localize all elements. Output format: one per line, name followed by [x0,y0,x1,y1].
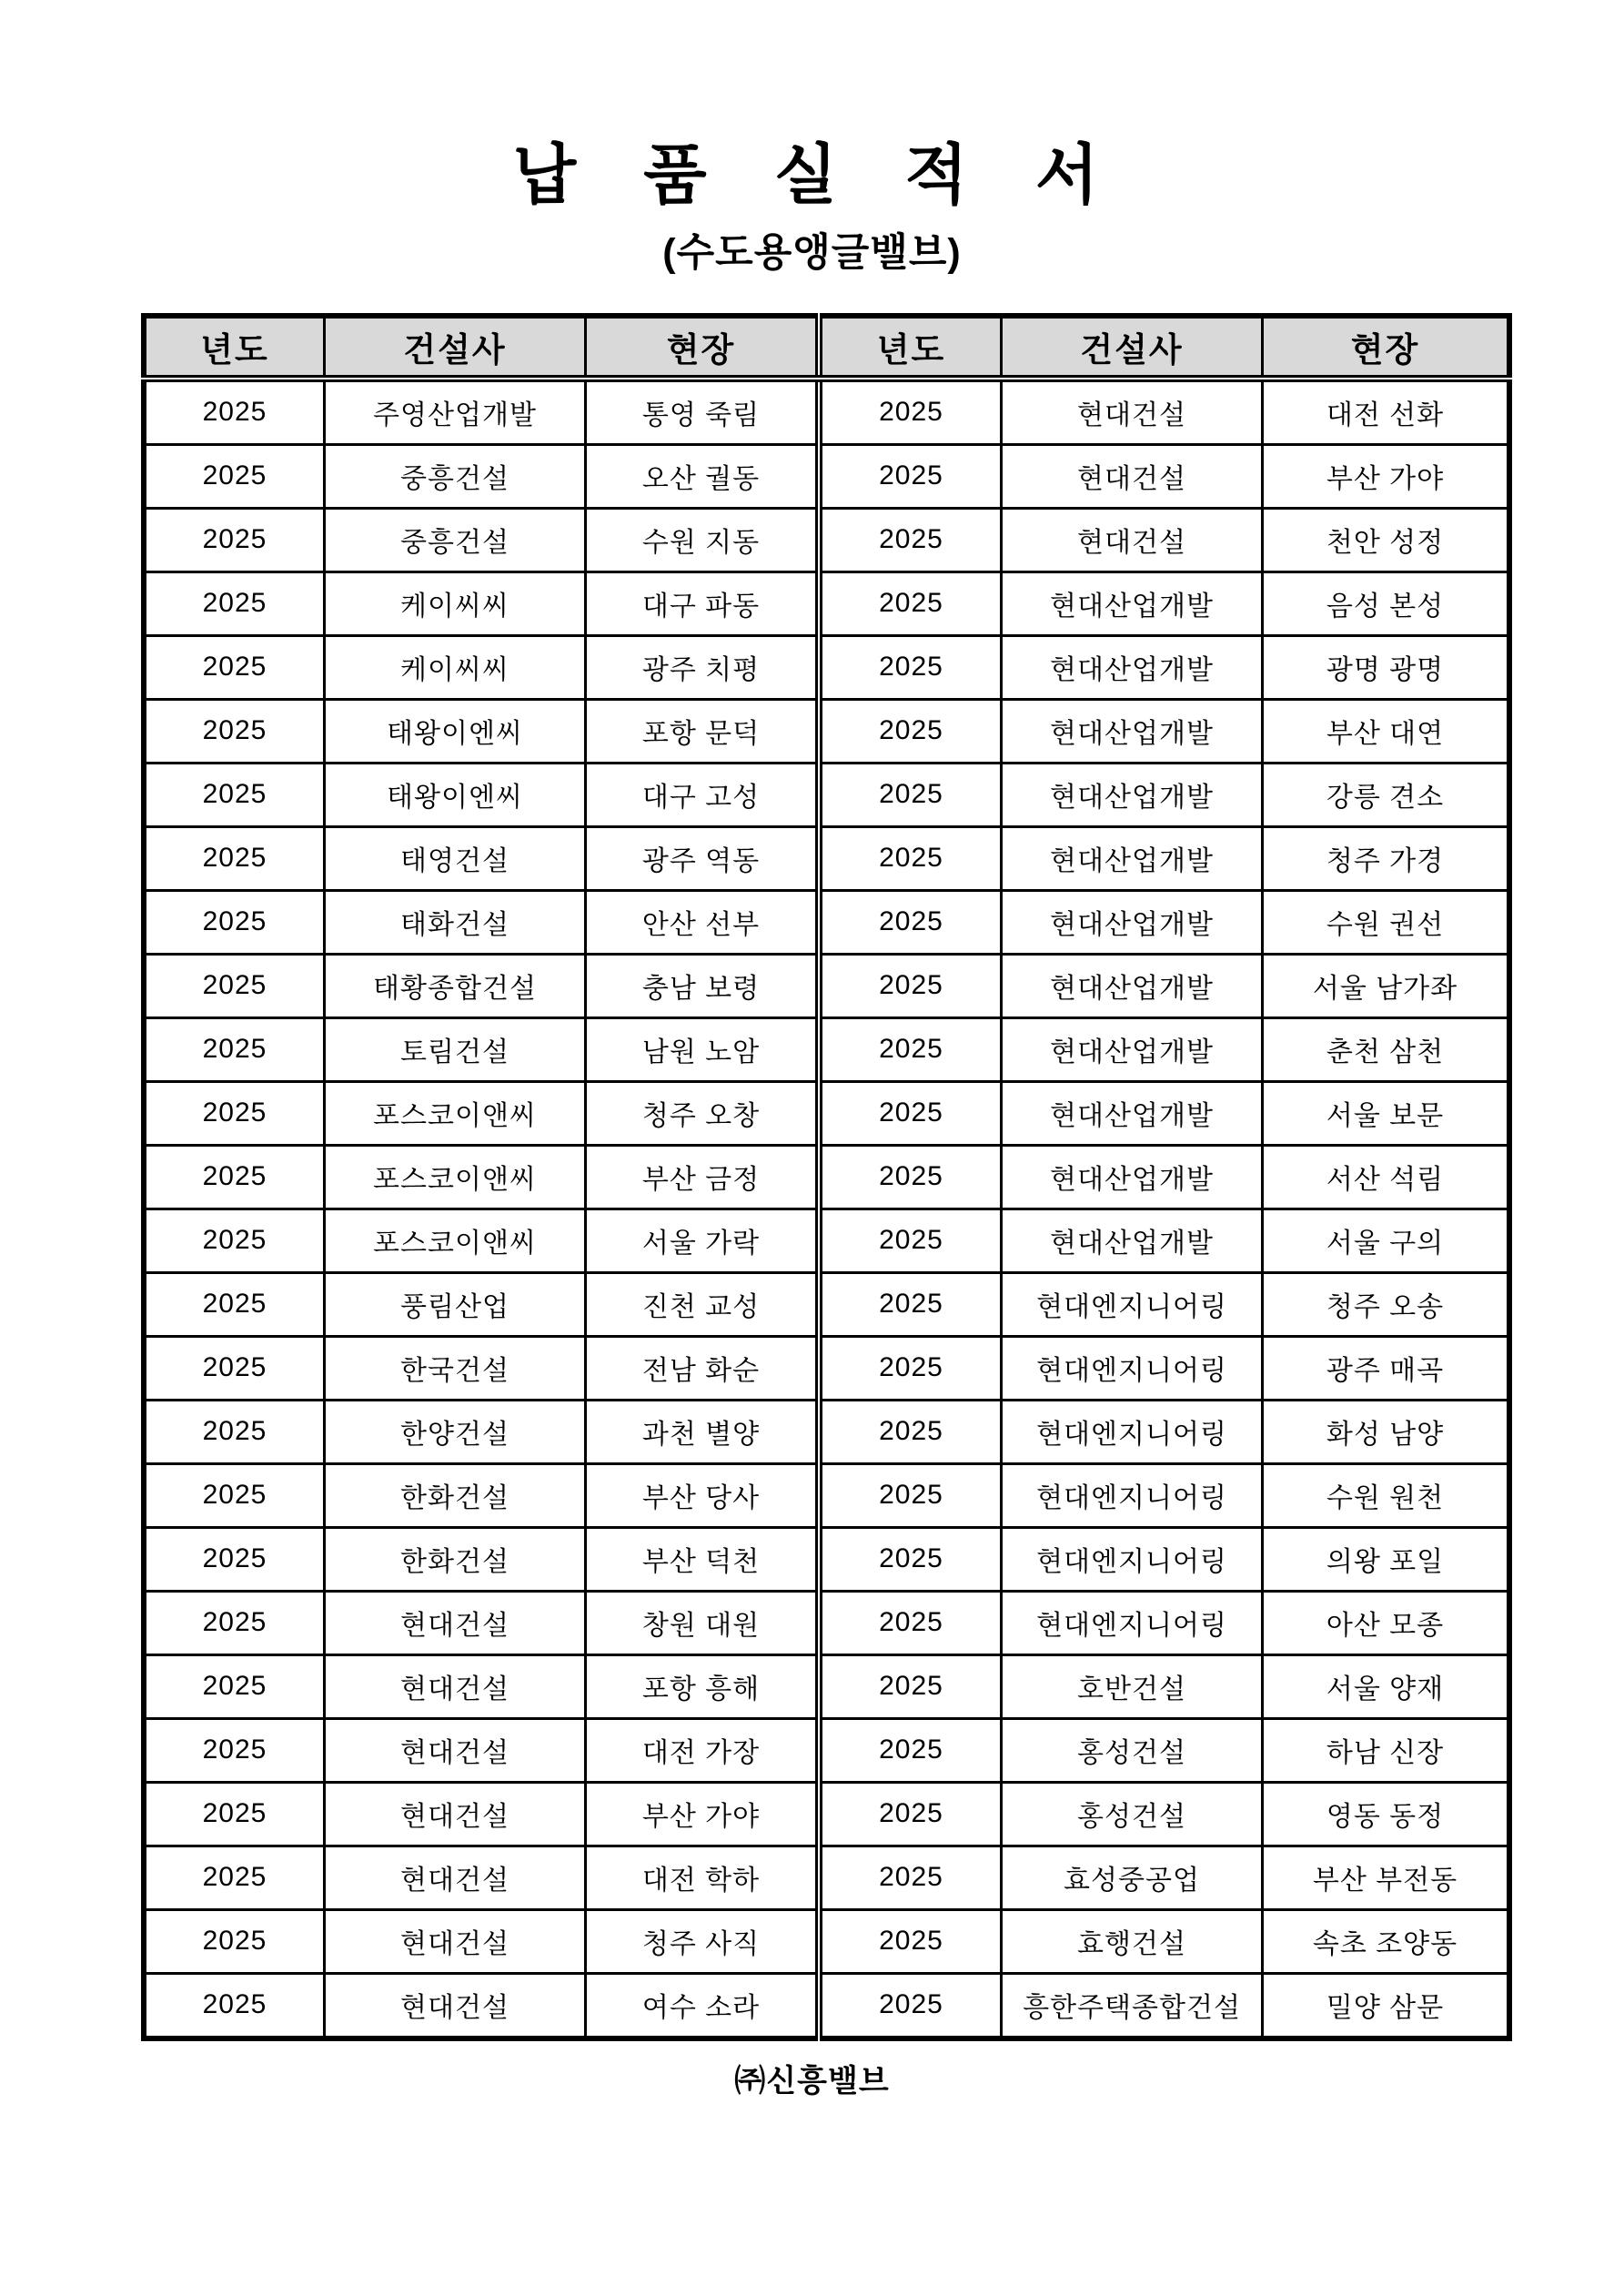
cell-year-right: 2025 [819,1145,1002,1209]
cell-year-right: 2025 [819,444,1002,508]
cell-site-right: 부산 대연 [1263,699,1510,763]
table-row [144,1909,1509,1973]
cell-site-left: 서울 가락 [586,1209,820,1272]
cell-site-right: 서울 보문 [1263,1081,1510,1145]
cell-year-left: 2025 [144,826,325,890]
cell-site-right: 대전 선화 [1263,379,1510,445]
cell-company-right: 현대엔지니어링 [1002,1591,1263,1654]
table-row [144,890,1509,954]
table-row [144,1145,1509,1209]
cell-year-left: 2025 [144,379,325,445]
cell-site-left: 안산 선부 [586,890,820,954]
cell-company-left: 현대건설 [325,1782,586,1846]
cell-company-left: 한화건설 [325,1527,586,1591]
cell-site-left: 창원 대원 [586,1591,820,1654]
cell-site-left: 대구 고성 [586,763,820,826]
cell-year-left: 2025 [144,1017,325,1081]
cell-company-right: 호반건설 [1002,1654,1263,1718]
cell-year-left: 2025 [144,571,325,635]
cell-company-left: 포스코이앤씨 [325,1209,586,1272]
table-row [144,1591,1509,1654]
cell-company-left: 태영건설 [325,826,586,890]
cell-year-right: 2025 [819,1782,1002,1846]
cell-site-left: 남원 노암 [586,1017,820,1081]
cell-site-right: 광명 광명 [1263,635,1510,699]
table-row [144,699,1509,763]
table-row [144,1463,1509,1527]
cell-year-left: 2025 [144,508,325,571]
cell-company-left: 토림건설 [325,1017,586,1081]
cell-site-right: 밀양 삼문 [1263,1973,1510,2038]
cell-company-right: 현대산업개발 [1002,763,1263,826]
cell-site-left: 부산 덕천 [586,1527,820,1591]
cell-company-left: 중흥건설 [325,444,586,508]
cell-year-right: 2025 [819,1591,1002,1654]
cell-year-left: 2025 [144,1591,325,1654]
cell-site-right: 서울 구의 [1263,1209,1510,1272]
cell-company-right: 현대산업개발 [1002,890,1263,954]
cell-company-right: 효행건설 [1002,1909,1263,1973]
cell-year-left: 2025 [144,1909,325,1973]
cell-company-left: 현대건설 [325,1654,586,1718]
cell-site-left: 청주 오창 [586,1081,820,1145]
cell-year-left: 2025 [144,1272,325,1336]
cell-site-right: 춘천 삼천 [1263,1017,1510,1081]
table-row [144,1400,1509,1463]
cell-company-right: 홍성건설 [1002,1782,1263,1846]
cell-year-left: 2025 [144,890,325,954]
table-row [144,508,1509,571]
cell-company-right: 현대산업개발 [1002,1145,1263,1209]
cell-year-right: 2025 [819,1846,1002,1909]
cell-year-right: 2025 [819,1973,1002,2038]
header-year-left: 년도 [144,316,325,379]
cell-company-left: 현대건설 [325,1718,586,1782]
table-row [144,379,1509,445]
cell-year-left: 2025 [144,1782,325,1846]
table-row [144,826,1509,890]
cell-site-right: 수원 권선 [1263,890,1510,954]
header-company-right: 건설사 [1002,316,1263,379]
table-row [144,1782,1509,1846]
cell-year-right: 2025 [819,1400,1002,1463]
cell-company-left: 태화건설 [325,890,586,954]
cell-company-right: 홍성건설 [1002,1718,1263,1782]
header-site-left: 현장 [586,316,820,379]
cell-site-right: 수원 원천 [1263,1463,1510,1527]
table-row [144,1272,1509,1336]
page-subtitle: (수도용앵글밸브) [662,231,962,276]
cell-site-left: 대구 파동 [586,571,820,635]
cell-site-left: 광주 치평 [586,635,820,699]
cell-company-right: 현대산업개발 [1002,571,1263,635]
table-row [144,1718,1509,1782]
cell-company-right: 현대건설 [1002,508,1263,571]
cell-company-right: 현대엔지니어링 [1002,1400,1263,1463]
cell-site-left: 대전 학하 [586,1846,820,1909]
cell-site-right: 서울 남가좌 [1263,954,1510,1017]
cell-site-right: 속초 조양동 [1263,1909,1510,1973]
cell-company-left: 포스코이앤씨 [325,1081,586,1145]
cell-company-right: 흥한주택종합건설 [1002,1973,1263,2038]
cell-company-right: 현대산업개발 [1002,635,1263,699]
header-site-right: 현장 [1263,316,1510,379]
cell-year-right: 2025 [819,1336,1002,1400]
cell-site-left: 부산 금정 [586,1145,820,1209]
cell-company-left: 현대건설 [325,1591,586,1654]
cell-company-left: 케이씨씨 [325,571,586,635]
cell-site-right: 아산 모종 [1263,1591,1510,1654]
cell-company-left: 한국건설 [325,1336,586,1400]
cell-year-left: 2025 [144,1846,325,1909]
cell-year-right: 2025 [819,699,1002,763]
cell-year-left: 2025 [144,1209,325,1272]
cell-site-left: 전남 화순 [586,1336,820,1400]
cell-year-left: 2025 [144,1081,325,1145]
table-row [144,954,1509,1017]
table-row [144,1209,1509,1272]
cell-year-right: 2025 [819,1527,1002,1591]
cell-company-right: 현대엔지니어링 [1002,1527,1263,1591]
header-company-left: 건설사 [325,316,586,379]
cell-year-left: 2025 [144,954,325,1017]
cell-company-right: 효성중공업 [1002,1846,1263,1909]
cell-company-right: 현대엔지니어링 [1002,1463,1263,1527]
cell-site-left: 오산 궐동 [586,444,820,508]
cell-year-left: 2025 [144,1463,325,1527]
cell-year-right: 2025 [819,571,1002,635]
cell-year-left: 2025 [144,1973,325,2038]
cell-site-left: 수원 지동 [586,508,820,571]
table-row [144,635,1509,699]
table-row [144,1654,1509,1718]
cell-site-right: 하남 신장 [1263,1718,1510,1782]
table-body [144,379,1509,2038]
cell-company-right: 현대산업개발 [1002,1017,1263,1081]
cell-site-left: 포항 흥해 [586,1654,820,1718]
cell-site-right: 청주 가경 [1263,826,1510,890]
cell-year-right: 2025 [819,1654,1002,1718]
table-row [144,571,1509,635]
page-title: 납 품 실 적 서 [512,139,1112,212]
header-year-right: 년도 [819,316,1002,379]
cell-site-right: 강릉 견소 [1263,763,1510,826]
company-footer: ㈜신흥밸브 [734,2063,890,2099]
cell-year-left: 2025 [144,1145,325,1209]
cell-site-right: 부산 부전동 [1263,1846,1510,1909]
cell-company-right: 현대엔지니어링 [1002,1272,1263,1336]
cell-year-right: 2025 [819,1463,1002,1527]
cell-year-right: 2025 [819,826,1002,890]
cell-site-right: 음성 본성 [1263,571,1510,635]
cell-year-left: 2025 [144,1400,325,1463]
table-row [144,1081,1509,1145]
cell-site-left: 포항 문덕 [586,699,820,763]
cell-company-left: 태황종합건설 [325,954,586,1017]
table-row [144,1336,1509,1400]
cell-year-right: 2025 [819,763,1002,826]
cell-company-right: 현대산업개발 [1002,1209,1263,1272]
cell-site-left: 대전 가장 [586,1718,820,1782]
cell-year-right: 2025 [819,508,1002,571]
cell-site-right: 영동 동정 [1263,1782,1510,1846]
cell-company-left: 현대건설 [325,1846,586,1909]
cell-year-right: 2025 [819,1909,1002,1973]
cell-company-left: 풍림산업 [325,1272,586,1336]
cell-year-right: 2025 [819,379,1002,445]
cell-company-left: 중흥건설 [325,508,586,571]
cell-site-left: 부산 당사 [586,1463,820,1527]
cell-company-left: 포스코이앤씨 [325,1145,586,1209]
cell-company-left: 태왕이엔씨 [325,699,586,763]
cell-site-right: 청주 오송 [1263,1272,1510,1336]
cell-company-left: 태왕이엔씨 [325,763,586,826]
cell-site-right: 화성 남양 [1263,1400,1510,1463]
cell-year-right: 2025 [819,1017,1002,1081]
cell-site-left: 충남 보령 [586,954,820,1017]
cell-year-right: 2025 [819,890,1002,954]
table-row [144,444,1509,508]
cell-company-right: 현대산업개발 [1002,826,1263,890]
cell-year-left: 2025 [144,1718,325,1782]
cell-company-left: 현대건설 [325,1909,586,1973]
cell-site-right: 광주 매곡 [1263,1336,1510,1400]
cell-site-left: 진천 교성 [586,1272,820,1336]
cell-site-left: 청주 사직 [586,1909,820,1973]
table-row [144,1017,1509,1081]
cell-company-left: 한화건설 [325,1463,586,1527]
delivery-record-table [141,313,1512,2041]
cell-year-left: 2025 [144,1336,325,1400]
cell-site-left: 광주 역동 [586,826,820,890]
cell-site-right: 부산 가야 [1263,444,1510,508]
table-header-row [144,316,1509,379]
table-row [144,1846,1509,1909]
cell-year-right: 2025 [819,1209,1002,1272]
cell-company-right: 현대엔지니어링 [1002,1336,1263,1400]
cell-site-left: 과천 별양 [586,1400,820,1463]
cell-year-right: 2025 [819,635,1002,699]
cell-year-right: 2025 [819,1272,1002,1336]
cell-company-left: 현대건설 [325,1973,586,2038]
cell-site-right: 서산 석림 [1263,1145,1510,1209]
cell-year-left: 2025 [144,1654,325,1718]
cell-company-right: 현대건설 [1002,379,1263,445]
cell-company-left: 케이씨씨 [325,635,586,699]
cell-year-left: 2025 [144,763,325,826]
cell-site-right: 서울 양재 [1263,1654,1510,1718]
table-row [144,1973,1509,2038]
cell-year-left: 2025 [144,635,325,699]
table-row [144,1527,1509,1591]
table-row [144,763,1509,826]
cell-company-right: 현대산업개발 [1002,954,1263,1017]
cell-site-right: 천안 성정 [1263,508,1510,571]
cell-company-right: 현대산업개발 [1002,1081,1263,1145]
cell-site-left: 부산 가야 [586,1782,820,1846]
cell-site-right: 의왕 포일 [1263,1527,1510,1591]
cell-site-left: 통영 죽림 [586,379,820,445]
cell-site-left: 여수 소라 [586,1973,820,2038]
cell-year-right: 2025 [819,1081,1002,1145]
cell-company-right: 현대산업개발 [1002,699,1263,763]
cell-company-left: 주영산업개발 [325,379,586,445]
cell-company-right: 현대건설 [1002,444,1263,508]
cell-year-right: 2025 [819,1718,1002,1782]
cell-year-left: 2025 [144,1527,325,1591]
cell-year-left: 2025 [144,699,325,763]
cell-year-right: 2025 [819,954,1002,1017]
cell-year-left: 2025 [144,444,325,508]
cell-company-left: 한양건설 [325,1400,586,1463]
